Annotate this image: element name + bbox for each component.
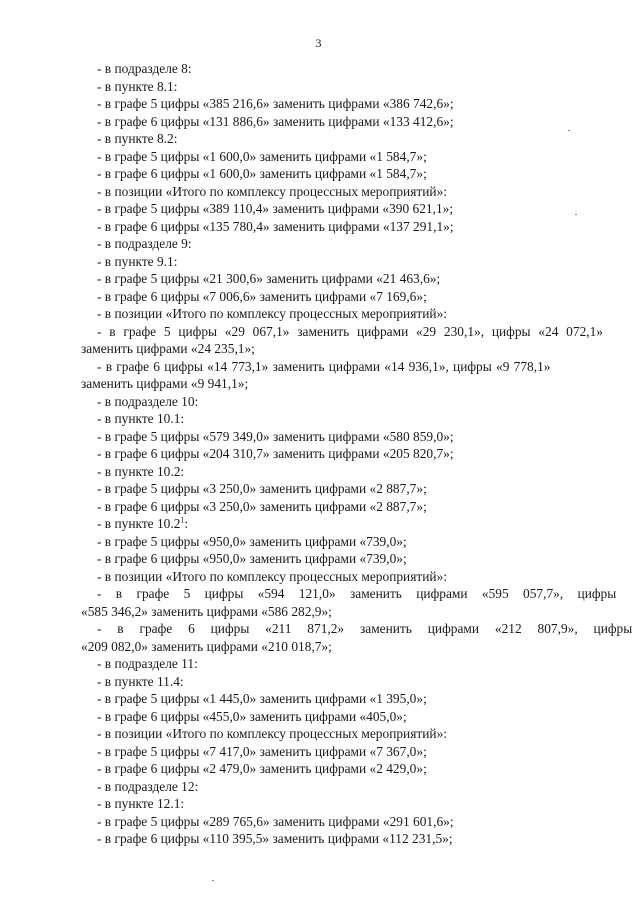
- list-item: - в позиции «Итого по комплексу процессных мероприятий»:: [97, 306, 447, 321]
- item-text: - в пункте 10.2: [97, 516, 181, 531]
- list-item: - в графе 5 цифры «579 349,0» заменить цифрами «580 859,0»;: [97, 428, 454, 444]
- list-item: - в графе 6 цифры «204 310,7» заменить цифрами «205 820,7»;: [97, 446, 454, 461]
- list-item: - в графе 5 цифры «1 600,0» заменить цифрами «1 584,7»;: [97, 148, 427, 164]
- list-item: - в графе 6 цифры «110 395,5» заменить цифрами «112 231,5»;: [97, 831, 453, 846]
- list-item: - в графе 5 цифры «21 300,6» заменить цифрами «21 463,6»;: [97, 271, 441, 286]
- list-item: - в пункте 12.1:: [97, 796, 185, 811]
- wrapped-paragraph: [81, 323, 603, 358]
- list-item: - в графе 5 цифры «1 445,0» заменить цифрами «1 395,0»;: [97, 691, 427, 706]
- list-item: - в графе 5 цифры «385 216,6» заменить цифрами «386 742,6»;: [97, 96, 454, 111]
- list-item: - в подразделе 12:: [97, 778, 199, 794]
- list-item: - в подразделе 10:: [97, 393, 199, 409]
- list-item: - в подразделе 9:: [97, 236, 192, 251]
- paragraph-continuation: «209 082,0» заменить цифрами «210 018,7»;: [81, 638, 332, 654]
- list-item: - в позиции «Итого по комплексу процессных мероприятий»:: [97, 568, 447, 584]
- scan-speck: [568, 130, 570, 131]
- list-item: - в подразделе 11:: [97, 656, 198, 671]
- page-number: 3: [315, 36, 322, 50]
- paragraph-first-line: - в графе 5 цифры «594 121,0» заменить цифрами «595 057,7», цифры: [97, 586, 617, 601]
- paragraph-first-line: - в графе 6 цифры «211 871,2» заменить цифрами «212 807,9», цифры: [97, 621, 633, 636]
- list-item: - в графе 6 цифры «135 780,4» заменить цифрами «137 291,1»;: [97, 218, 454, 234]
- paragraph-first-line: - в графе 6 цифры «14 773,1» заменить цифрами «14 936,1», цифры «9 778,1»: [97, 358, 551, 374]
- list-item: - в позиции «Итого по комплексу процессных мероприятий»:: [97, 726, 447, 741]
- list-item: - в пункте 10.2:: [97, 463, 185, 479]
- list-item: - в графе 6 цифры «2 479,0» заменить цифрами «2 429,0»;: [97, 761, 427, 776]
- paragraph-first-line: - в графе 5 цифры «29 067,1» заменить цифрами «29 230,1», цифры «24 072,1»: [97, 323, 603, 339]
- paragraph-continuation: заменить цифрами «9 941,1»;: [81, 376, 249, 391]
- list-item: - в графе 5 цифры «7 417,0» заменить цифрами «7 367,0»;: [97, 743, 427, 759]
- list-item: - в графе 5 цифры «950,0» заменить цифрами «739,0»;: [97, 533, 407, 549]
- list-item: - в позиции «Итого по комплексу процессных мероприятий»:: [97, 183, 447, 199]
- list-item: - в графе 5 цифры «289 765,6» заменить цифрами «291 601,6»;: [97, 813, 454, 829]
- list-item: - в графе 6 цифры «7 006,6» заменить цифрами «7 169,6»;: [97, 288, 427, 304]
- list-item: - в графе 6 цифры «1 600,0» заменить цифрами «1 584,7»;: [97, 166, 427, 181]
- document-body: [81, 60, 633, 848]
- scan-speck: [575, 214, 577, 215]
- paragraph-continuation: «585 346,2» заменить цифрами «586 282,9»;: [81, 603, 332, 619]
- list-item: - в пункте 8.2:: [97, 131, 178, 146]
- list-item: - в графе 6 цифры «131 886,6» заменить цифрами «133 412,6»;: [97, 113, 454, 129]
- wrapped-paragraph: [81, 620, 633, 655]
- list-item: - в пункте 10.1:: [97, 411, 185, 426]
- list-item: - в графе 6 цифры «950,0» заменить цифрами «739,0»;: [97, 551, 407, 566]
- item-suffix: :: [184, 516, 189, 531]
- list-item: [89, 515, 603, 533]
- wrapped-paragraph: [81, 358, 603, 393]
- list-item: - в подразделе 8:: [97, 61, 192, 76]
- list-item: - в пункте 11.4:: [97, 673, 184, 689]
- scan-speck: [212, 880, 214, 881]
- list-item: - в графе 6 цифры «455,0» заменить цифрами «405,0»;: [97, 708, 407, 724]
- list-item: - в графе 6 цифры «3 250,0» заменить цифрами «2 887,7»;: [97, 498, 427, 514]
- list-item: - в графе 5 цифры «3 250,0» заменить цифрами «2 887,7»;: [97, 481, 427, 496]
- paragraph-continuation: заменить цифрами «24 235,1»;: [81, 341, 255, 356]
- wrapped-paragraph: [81, 585, 617, 620]
- list-item: - в пункте 8.1:: [97, 78, 178, 94]
- list-item: - в графе 5 цифры «389 110,4» заменить цифрами «390 621,1»;: [97, 201, 454, 216]
- list-item: - в пункте 9.1:: [97, 253, 178, 269]
- superscript: 1: [180, 515, 185, 525]
